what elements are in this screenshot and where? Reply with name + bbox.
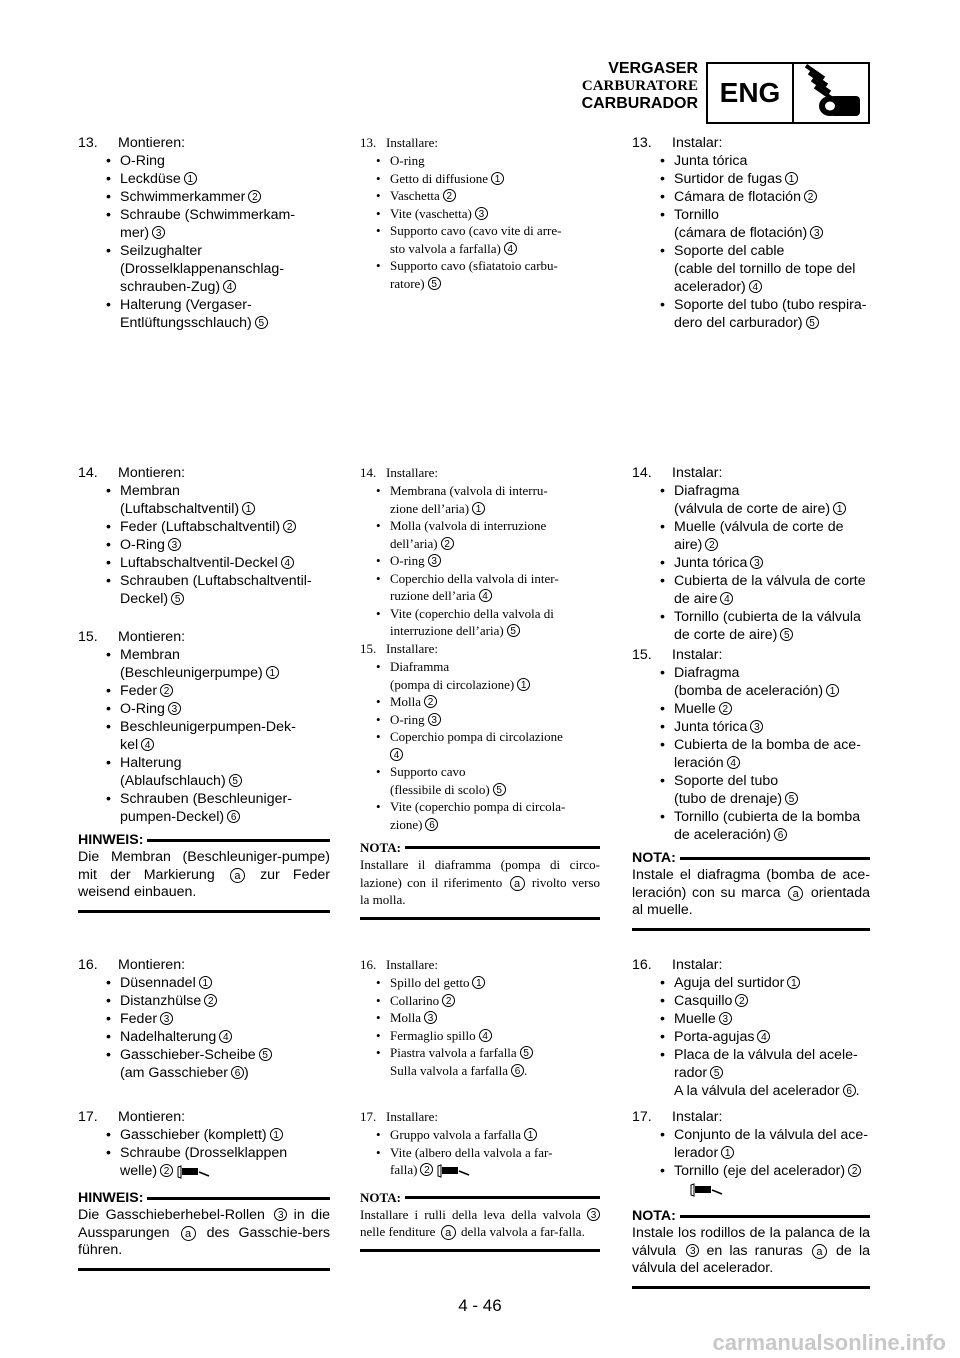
list-item: • Schrauben (Luftabschaltventil- Deckel) 5	[106, 572, 330, 608]
step-14	[632, 464, 870, 644]
note-label: HINWEIS:	[78, 1190, 144, 1206]
list-item: • Aguja del surtidor 1	[660, 974, 870, 992]
step-number: 14.	[632, 465, 652, 481]
list-item: • Conjunto de la válvula del ace- lerador 1	[660, 1126, 870, 1162]
list-item: • Porta-agujas 4	[660, 1028, 870, 1046]
list-item: • Membran (Beschleunigerpumpe) 1	[106, 646, 330, 682]
list-item: • Tornillo (eje del acelerador) 2	[660, 1162, 870, 1202]
eng-badge-label: ENG	[708, 64, 794, 122]
note-box	[360, 839, 600, 920]
title-italian: CARBURATORE	[581, 78, 698, 94]
list-item: • Vaschetta 2	[376, 187, 600, 205]
step-title: Installare:	[386, 957, 438, 972]
step-title: Montieren:	[118, 1109, 186, 1125]
note-label: NOTA:	[632, 1208, 676, 1224]
step-title: Montieren:	[118, 135, 186, 151]
step-title: Installare:	[386, 465, 438, 480]
step-number: 16.	[78, 957, 98, 973]
torque-wrench-icon	[437, 1164, 471, 1183]
step-number: 13.	[360, 135, 377, 150]
step-number: 17.	[632, 1109, 652, 1125]
list-item: • Vite (coperchio della valvola di interruzione dell’aria) 5	[376, 605, 600, 640]
eng-badge	[706, 62, 870, 124]
list-item: • Soporte del tubo (tubo de drenaje) 5	[660, 772, 870, 808]
list-item: • Muelle (válvula de corte de aire) 2	[660, 518, 870, 554]
list-item: • Muelle 3	[660, 1010, 870, 1028]
step-number: 16.	[632, 957, 652, 973]
note-box	[632, 850, 870, 931]
step-16	[632, 956, 870, 1100]
note-text: Die Gasschieberhebel-Rollen 3 in die Aussparungen a des Gasschie-bers führen.	[78, 1207, 330, 1271]
title-german: VERGASER	[608, 60, 698, 77]
list-item: • Cubierta de la bomba de ace- leración 4	[660, 736, 870, 772]
step-13	[360, 134, 600, 292]
list-item: • O-Ring	[106, 152, 330, 170]
note-text: Die Membran (Beschleuniger-pumpe) mit der Markierung a zur Feder weisend einbauen.	[78, 849, 330, 913]
list-item: • Supporto cavo (sfiatatoio carbu- ratore) 5	[376, 257, 600, 292]
page-number: 4 - 46	[458, 1296, 502, 1315]
list-item: • Collarino 2	[376, 992, 600, 1010]
step-17	[78, 1108, 330, 1271]
list-item: • Distanzhülse 2	[106, 992, 330, 1010]
note-label: NOTA:	[632, 850, 676, 866]
list-item: • Schwimmerkammer 2	[106, 188, 330, 206]
step-number: 15.	[78, 629, 98, 645]
list-item: • Cámara de flotación 2	[660, 188, 870, 206]
step-title: Installare:	[386, 1109, 438, 1124]
list-item: • Surtidor de fugas 1	[660, 170, 870, 188]
list-item: • Gasschieber (komplett) 1	[106, 1126, 330, 1144]
list-item: • Feder 2	[106, 682, 330, 700]
list-item: • Junta tórica 3	[660, 554, 870, 572]
list-item: • Supporto cavo (flessibile di scolo) 5	[376, 763, 600, 798]
step-17	[360, 1108, 600, 1252]
list-item: • Junta tórica	[660, 152, 870, 170]
step-13	[78, 134, 330, 332]
step-number: 17.	[78, 1109, 98, 1125]
list-item: • Spillo del getto 1	[376, 974, 600, 992]
note-label: NOTA:	[360, 1189, 401, 1205]
step-15	[632, 646, 870, 931]
list-item: • Halterung (Vergaser- Entlüftungsschlauch) 5	[106, 296, 330, 332]
note-text: Installare i rulli della leva della valvola 3 nelle fenditure a della valvola a far-falla.	[360, 1206, 600, 1252]
watermark: carmanualsonline.info	[712, 1330, 946, 1355]
list-item: • Coperchio della valvola di inter- ruzione dell’aria 4	[376, 570, 600, 605]
step-title: Installare:	[386, 641, 438, 656]
list-item: • Beschleunigerpumpen-Dek- kel 4	[106, 718, 330, 754]
note-text: Installare il diaframma (pompa di circo-lazione) con il riferimento a rivolto verso la molla.	[360, 856, 600, 920]
step-13	[632, 134, 870, 332]
list-item: • Tornillo (cámara de flotación) 3	[660, 206, 870, 242]
step-title: Instalar:	[672, 465, 723, 481]
torque-wrench-icon	[177, 1165, 211, 1184]
list-item: • Diafragma (bomba de aceleración) 1	[660, 664, 870, 700]
step-title: Montieren:	[118, 465, 186, 481]
torque-wrench-icon	[690, 1183, 724, 1202]
step-15	[78, 628, 330, 913]
list-item: • Diafragma (válvula de corte de aire) 1	[660, 482, 870, 518]
list-item: • Junta tórica 3	[660, 718, 870, 736]
list-item: • Tornillo (cubierta de la válvula de corte de aire) 5	[660, 608, 870, 644]
note-text: Instale el diafragma (bomba de ace-leración) con su marca a orientada al muelle.	[632, 867, 870, 931]
list-item: • Gruppo valvola a farfalla 1	[376, 1126, 600, 1144]
list-item: • O-ring 3	[376, 711, 600, 729]
list-item: • Düsennadel 1	[106, 974, 330, 992]
step-title: Montieren:	[118, 957, 186, 973]
list-item: • Molla 3	[376, 1009, 600, 1027]
step-16	[78, 956, 330, 1082]
list-item: • Piastra valvola a farfalla 5 Sulla valvola a farfalla 6 .	[376, 1044, 600, 1079]
carburetor-engine-icon	[794, 64, 868, 122]
step-16	[360, 956, 600, 1079]
note-text: Instale los rodillos de la palanca de la válvula 3 en las ranuras a de la válvula del acelerador.	[632, 1225, 870, 1289]
list-item: • Leckdüse 1	[106, 170, 330, 188]
list-item: • Vite (albero della valvola a far- falla) 2	[376, 1144, 600, 1183]
list-item: • Coperchio pompa di circolazione 4	[376, 728, 600, 763]
list-item: • Diaframma (pompa di circolazione) 1	[376, 658, 600, 693]
list-item: • O-Ring 3	[106, 700, 330, 718]
step-title: Instalar:	[672, 1109, 723, 1125]
list-item: • Cubierta de la válvula de corte de aire 4	[660, 572, 870, 608]
step-number: 14.	[78, 465, 98, 481]
step-number: 13.	[632, 135, 652, 151]
list-item: • Fermaglio spillo 4	[376, 1027, 600, 1045]
step-15	[360, 640, 600, 920]
list-item: • Schrauben (Beschleuniger- pumpen-Deckel) 6	[106, 790, 330, 826]
list-item: • Soporte del cable (cable del tornillo de tope del acelerador) 4	[660, 242, 870, 296]
step-number: 17.	[360, 1109, 377, 1124]
step-14	[78, 464, 330, 608]
step-number: 15.	[632, 647, 652, 663]
list-item: • Supporto cavo (cavo vite di arre- sto valvola a farfalla) 4	[376, 222, 600, 257]
list-item: • Molla (valvola di interruzione dell’aria) 2	[376, 517, 600, 552]
note-box	[78, 832, 330, 913]
step-number: 15.	[360, 641, 377, 656]
step-number: 14.	[360, 465, 377, 480]
list-item: • Schraube (Drosselklappen welle) 2	[106, 1144, 330, 1184]
section-titles	[582, 60, 698, 113]
step-title: Instalar:	[672, 135, 723, 151]
note-box	[632, 1208, 870, 1289]
list-item: • Halterung (Ablaufschlauch) 5	[106, 754, 330, 790]
list-item: • Feder 3	[106, 1010, 330, 1028]
title-spanish: CARBURADOR	[581, 95, 698, 112]
note-box	[360, 1189, 600, 1252]
list-item: • Gasschieber-Scheibe 5 (am Gasschieber 6 )	[106, 1046, 330, 1082]
list-item: • Vite (coperchio pompa di circola- zione) 6	[376, 798, 600, 833]
note-label: HINWEIS:	[78, 832, 144, 848]
list-item: • O-Ring 3	[106, 536, 330, 554]
list-item: • O-ring	[376, 152, 600, 170]
step-title: Montieren:	[118, 629, 186, 645]
list-item: • Nadelhalterung 4	[106, 1028, 330, 1046]
list-item: • Membrana (valvola di interru- zione dell’aria) 1	[376, 482, 600, 517]
list-item: • Luftabschaltventil-Deckel 4	[106, 554, 330, 572]
step-title: Instalar:	[672, 647, 723, 663]
list-item: • Feder (Luftabschaltventil) 2	[106, 518, 330, 536]
step-title: Installare:	[386, 135, 438, 150]
list-item: • Vite (vaschetta) 3	[376, 205, 600, 223]
list-item: • Membran (Luftabschaltventil) 1	[106, 482, 330, 518]
page-header	[540, 58, 870, 122]
step-number: 13.	[78, 135, 98, 151]
note-label: NOTA:	[360, 840, 401, 855]
list-item: • Getto di diffusione 1	[376, 170, 600, 188]
step-number: 16.	[360, 957, 377, 972]
list-item: • Casquillo 2	[660, 992, 870, 1010]
step-17	[632, 1108, 870, 1289]
list-item: • Schraube (Schwimmerkam- mer) 3	[106, 206, 330, 242]
step-14	[360, 464, 600, 640]
list-item: • Muelle 2	[660, 700, 870, 718]
list-item: • Placa de la válvula del acele- rador 5 A la válvula del acelerador 6 .	[660, 1046, 870, 1100]
list-item: • O-ring 3	[376, 552, 600, 570]
list-item: • Seilzughalter (Drosselklappenanschlag- schrauben-Zug) 4	[106, 242, 330, 296]
list-item: • Tornillo (cubierta de la bomba de aceleración) 6	[660, 808, 870, 844]
list-item: • Soporte del tubo (tubo respira- dero del carburador) 5	[660, 296, 870, 332]
note-box	[78, 1190, 330, 1271]
step-title: Instalar:	[672, 957, 723, 973]
list-item: • Molla 2	[376, 693, 600, 711]
